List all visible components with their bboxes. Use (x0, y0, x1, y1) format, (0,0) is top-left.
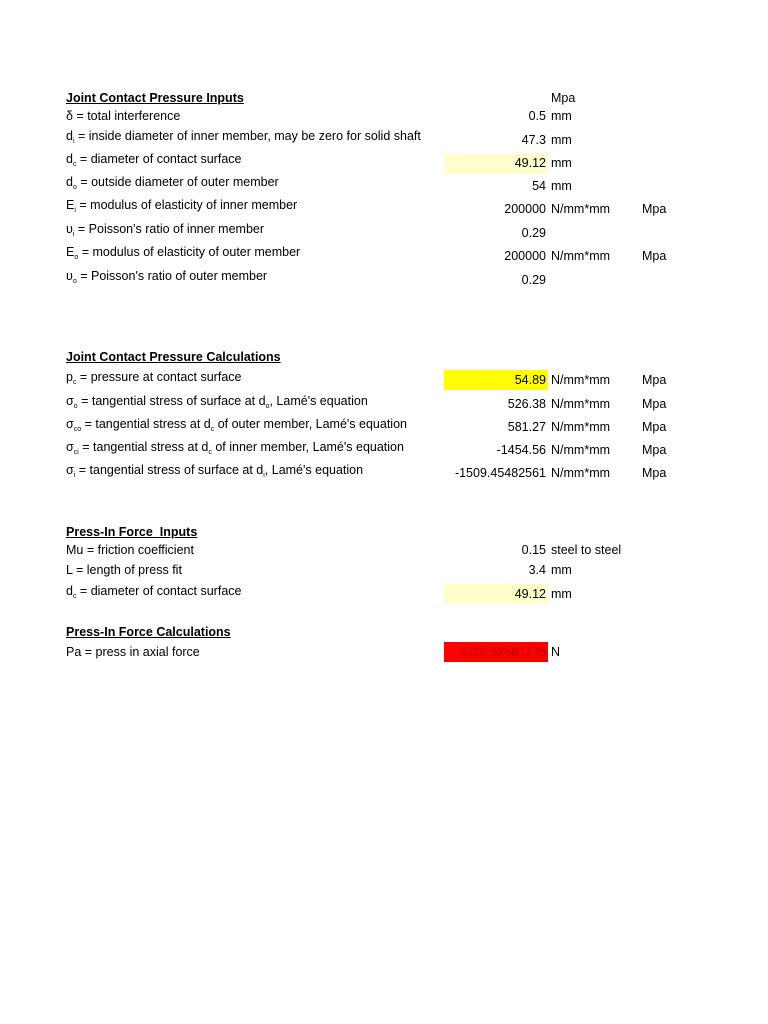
cell-stress-outer-surface[interactable]: 526.38 (507, 397, 546, 411)
unit-press-fit-length: mm (551, 563, 572, 577)
row-inside-diameter-inner (0, 130, 768, 150)
label-stress-outer-surface: $\sigma_o$ = tangential stress of surface at $d_o$, Lamé's equation (66, 394, 368, 410)
label-contact-diameter: $d_c$ = diameter of contact surface (66, 152, 242, 168)
label-stress-inner-surface: $\sigma_i$ = tangential stress of surface at $d_i$, Lamé's equation (66, 463, 364, 479)
section-title-joint-contact-pressure-calculations: Joint Contact Pressure Calculations (66, 350, 281, 364)
unit2-stress-inner-surface: Mpa (642, 466, 667, 480)
row-press-fit-length (0, 560, 768, 580)
cell-inside-diameter-inner[interactable]: 47.3 (521, 133, 546, 147)
unit-press-axial-force: N (551, 645, 561, 659)
section-inputs-header-row (0, 88, 768, 108)
cell-contact-diameter[interactable]: 49.12 (444, 153, 548, 173)
cell-press-axial-force[interactable]: 4320.62563735 (444, 642, 548, 662)
section-press-in-calculations-header-row (0, 622, 768, 642)
cell-friction-coefficient[interactable]: 0.15 (521, 543, 546, 557)
unit-contact-diameter: mm (551, 156, 572, 170)
cell-contact-pressure[interactable]: 54.89 (444, 370, 548, 390)
row-contact-diameter (0, 153, 768, 173)
header-unit-mpa: Mpa (551, 91, 576, 105)
unit-stress-contact-inner: N/mm*mm (551, 443, 611, 457)
unit2-stress-contact-outer: Mpa (642, 420, 667, 434)
row-poisson-outer (0, 270, 768, 290)
unit2-stress-outer-surface: Mpa (642, 397, 667, 411)
label-poisson-inner: $\upsilon_i$ = Poisson's ratio of inner member (66, 222, 265, 238)
cell-press-fit-length[interactable]: 3.4 (528, 563, 546, 577)
unit-modulus-outer: N/mm*mm (551, 249, 611, 263)
label-stress-contact-outer: $\sigma_{co}$ = tangential stress at $d_c$ of outer member, Lamé's equation (66, 417, 407, 433)
cell-poisson-inner[interactable]: 0.29 (521, 226, 546, 240)
label-modulus-inner: $E_i$ = modulus of elasticity of inner member (66, 198, 298, 214)
label-total-interference: δ = total interference (66, 109, 181, 123)
section-title-joint-contact-pressure-inputs: Joint Contact Pressure Inputs (66, 91, 244, 105)
label-press-fit-length: L = length of press fit (66, 563, 182, 577)
row-press-contact-diameter (0, 584, 768, 604)
unit-stress-inner-surface: N/mm*mm (551, 466, 611, 480)
row-press-axial-force (0, 642, 768, 662)
label-stress-contact-inner: $\sigma_{ci}$ = tangential stress at $d_c$ of inner member, Lamé's equation (66, 440, 404, 456)
cell-stress-contact-inner[interactable]: -1454.56 (496, 443, 546, 457)
row-stress-contact-inner (0, 440, 768, 460)
unit2-modulus-inner: Mpa (642, 202, 667, 216)
cell-total-interference[interactable]: 0.5 (528, 109, 546, 123)
unit-modulus-inner: N/mm*mm (551, 202, 611, 216)
label-press-axial-force: Pa = press in axial force (66, 645, 200, 659)
unit-press-contact-diameter: mm (551, 587, 572, 601)
label-inside-diameter-inner: $d_i$ = inside diameter of inner member, may be zero for solid shaft (66, 129, 421, 145)
row-stress-contact-outer (0, 417, 768, 437)
row-friction-coefficient (0, 540, 768, 560)
label-friction-coefficient: Mu = friction coefficient (66, 543, 194, 557)
cell-stress-contact-outer[interactable]: 581.27 (507, 420, 546, 434)
row-stress-outer-surface (0, 394, 768, 414)
row-modulus-outer (0, 246, 768, 266)
cell-poisson-outer[interactable]: 0.29 (521, 273, 546, 287)
label-modulus-outer: $E_o$ = modulus of elasticity of outer member (66, 245, 301, 261)
section-title-press-in-force-inputs: Press-In Force Inputs (66, 525, 198, 539)
unit-stress-contact-outer: N/mm*mm (551, 420, 611, 434)
row-outside-diameter-outer (0, 176, 768, 196)
label-press-contact-diameter: $d_c$ = diameter of contact surface (66, 584, 242, 600)
section-title-press-in-force-calculations: Press-In Force Calculations (66, 625, 231, 639)
unit2-modulus-outer: Mpa (642, 249, 667, 263)
row-contact-pressure (0, 370, 768, 390)
unit-friction-coefficient: steel to steel (551, 543, 622, 557)
row-stress-inner-surface (0, 463, 768, 483)
cell-modulus-outer[interactable]: 200000 (504, 249, 546, 263)
unit2-stress-contact-inner: Mpa (642, 443, 667, 457)
section-press-in-inputs-header-row (0, 522, 768, 542)
label-contact-pressure: $p_c$ = pressure at contact surface (66, 370, 242, 386)
row-poisson-inner (0, 223, 768, 243)
unit-inside-diameter-inner: mm (551, 133, 572, 147)
unit2-contact-pressure: Mpa (642, 373, 667, 387)
cell-modulus-inner[interactable]: 200000 (504, 202, 546, 216)
section-calculations-header-row (0, 347, 768, 367)
row-total-interference (0, 106, 768, 126)
unit-outside-diameter-outer: mm (551, 179, 572, 193)
label-outside-diameter-outer: $d_o$ = outside diameter of outer member (66, 175, 279, 191)
row-modulus-inner (0, 199, 768, 219)
unit-total-interference: mm (551, 109, 572, 123)
label-poisson-outer: $\upsilon_o$ = Poisson's ratio of outer member (66, 269, 268, 285)
cell-stress-inner-surface[interactable]: -1509.45482561 (454, 466, 546, 480)
unit-contact-pressure: N/mm*mm (551, 373, 611, 387)
cell-press-contact-diameter[interactable]: 49.12 (444, 584, 548, 604)
unit-stress-outer-surface: N/mm*mm (551, 397, 611, 411)
cell-outside-diameter-outer[interactable]: 54 (532, 179, 546, 193)
